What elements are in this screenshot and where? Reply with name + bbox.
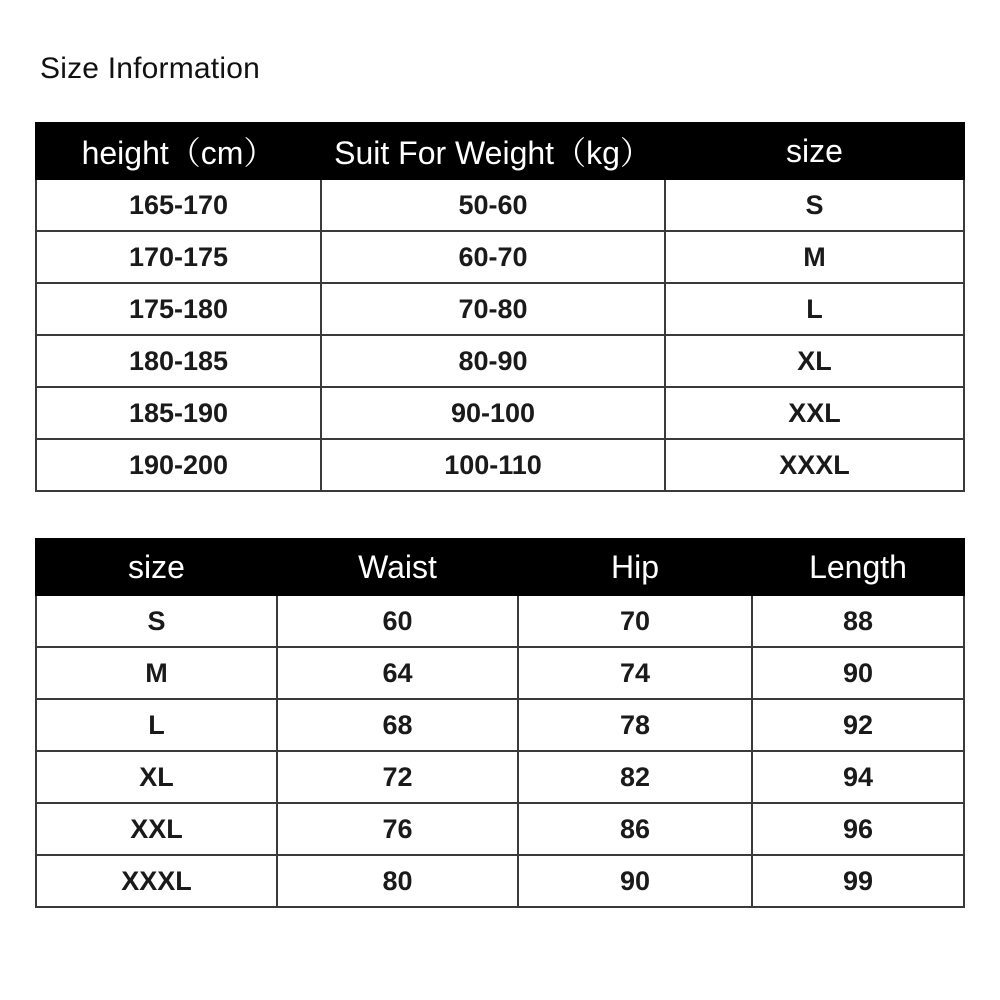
- height-cell: 180-185: [36, 335, 321, 387]
- table-header-row: [36, 539, 964, 595]
- height-cell: 170-175: [36, 231, 321, 283]
- header-waist: Waist: [277, 539, 518, 595]
- length-cell: 99: [752, 855, 964, 907]
- table-row: [36, 387, 964, 439]
- header-suit-for-weight: Suit For Weight（kg）: [321, 123, 665, 179]
- weight-cell: 60-70: [321, 231, 665, 283]
- length-cell: 92: [752, 699, 964, 751]
- length-cell: 96: [752, 803, 964, 855]
- hip-cell: 90: [518, 855, 752, 907]
- size-cell: S: [36, 595, 277, 647]
- table-row: [36, 283, 964, 335]
- size-cell: M: [36, 647, 277, 699]
- length-cell: 88: [752, 595, 964, 647]
- header-size: size: [36, 539, 277, 595]
- waist-cell: 60: [277, 595, 518, 647]
- size-cell: XXL: [665, 387, 964, 439]
- height-weight-size-table: [35, 122, 965, 492]
- size-cell: L: [36, 699, 277, 751]
- height-cell: 175-180: [36, 283, 321, 335]
- height-cell: 165-170: [36, 179, 321, 231]
- weight-cell: 90-100: [321, 387, 665, 439]
- weight-cell: 100-110: [321, 439, 665, 491]
- length-cell: 94: [752, 751, 964, 803]
- height-cell: 190-200: [36, 439, 321, 491]
- waist-cell: 76: [277, 803, 518, 855]
- size-cell: L: [665, 283, 964, 335]
- size-cell: M: [665, 231, 964, 283]
- height-cell: 185-190: [36, 387, 321, 439]
- waist-cell: 72: [277, 751, 518, 803]
- size-cell: XL: [665, 335, 964, 387]
- size-cell: XXXL: [665, 439, 964, 491]
- size-cell: XXL: [36, 803, 277, 855]
- header-hip: Hip: [518, 539, 752, 595]
- table-row: [36, 855, 964, 907]
- hip-cell: 86: [518, 803, 752, 855]
- table-row: [36, 751, 964, 803]
- waist-cell: 80: [277, 855, 518, 907]
- table-row: [36, 595, 964, 647]
- table-row: [36, 803, 964, 855]
- length-cell: 90: [752, 647, 964, 699]
- size-measurement-table: [35, 538, 965, 908]
- table-row: [36, 179, 964, 231]
- table-row: [36, 335, 964, 387]
- hip-cell: 70: [518, 595, 752, 647]
- header-size: size: [665, 123, 964, 179]
- weight-cell: 50-60: [321, 179, 665, 231]
- page-title: Size Information: [40, 52, 260, 85]
- table-header-row: [36, 123, 964, 179]
- hip-cell: 74: [518, 647, 752, 699]
- table-row: [36, 231, 964, 283]
- waist-cell: 64: [277, 647, 518, 699]
- size-cell: XL: [36, 751, 277, 803]
- header-height: height（cm）: [36, 123, 321, 179]
- weight-cell: 70-80: [321, 283, 665, 335]
- header-length: Length: [752, 539, 964, 595]
- table-row: [36, 647, 964, 699]
- hip-cell: 78: [518, 699, 752, 751]
- table-row: [36, 699, 964, 751]
- weight-cell: 80-90: [321, 335, 665, 387]
- size-cell: S: [665, 179, 964, 231]
- size-cell: XXXL: [36, 855, 277, 907]
- waist-cell: 68: [277, 699, 518, 751]
- table-row: [36, 439, 964, 491]
- hip-cell: 82: [518, 751, 752, 803]
